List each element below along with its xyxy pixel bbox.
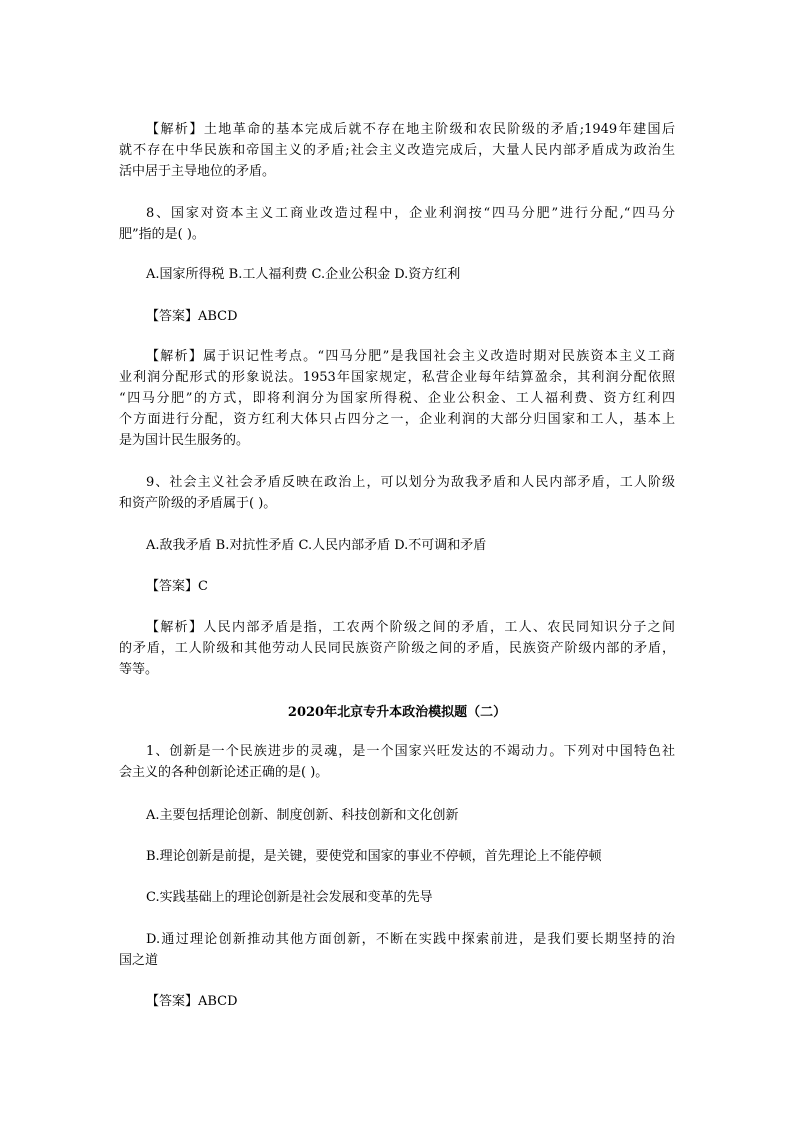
options-line: A.敌我矛盾 B.对抗性矛盾 C.人民内部矛盾 D.不可调和矛盾 xyxy=(146,538,487,553)
question-9 xyxy=(119,472,675,514)
option-d-text: D.通过理论创新推动其他方面创新，不断在实践中探索前进，是我们要长期坚持的治 xyxy=(146,932,675,947)
option-b xyxy=(119,846,675,867)
text-line: 个方面进行分配，资方红利大体只占四分之一，企业利润的大部分归国家和工人，基本上 xyxy=(119,412,675,427)
question-8-analysis xyxy=(119,346,675,451)
option-c-text: C.实践基础上的理论创新是社会发展和变革的先导 xyxy=(146,890,433,905)
options-line: A.国家所得税 B.工人福利费 C.企业公积金 D.资方红利 xyxy=(146,267,461,282)
question-9-analysis xyxy=(119,617,675,680)
question-text-line: 1、创新是一个民族进步的灵魂，是一个国家兴旺发达的不竭动力。下列对中国特色社 xyxy=(146,744,675,759)
question-8 xyxy=(119,203,675,245)
answer-line: 【答案】ABCD xyxy=(146,994,238,1009)
text-line: “四马分肥”的方式，即将利润分为国家所得税、企业公积金、工人福利费、资方红利四 xyxy=(119,391,675,406)
question-text-line: 9、社会主义社会矛盾反映在政治上，可以划分为敌我矛盾和人民内部矛盾，工人阶级 xyxy=(146,475,675,490)
option-d xyxy=(119,929,675,971)
question-9-answer xyxy=(119,576,675,597)
option-b-text: B.理论创新是前提，是关键，要使党和国家的事业不停顿，首先理论上不能停顿 xyxy=(146,849,602,864)
option-c xyxy=(119,887,675,908)
question-1 xyxy=(119,741,675,783)
text-line: 等等。 xyxy=(119,662,159,677)
analysis-paragraph xyxy=(119,119,675,182)
text-line: 就不存在中华民族和帝国主义的矛盾;社会主义改造完成后，大量人民内部矛盾成为政治生 xyxy=(119,143,675,158)
text-line: 的矛盾，工人阶级和其他劳动人民同民族资产阶级之间的矛盾，民族资产阶级内部的矛盾， xyxy=(119,641,675,656)
question-8-options xyxy=(119,264,675,285)
text-line: 【解析】土地革命的基本完成后就不存在地主阶级和农民阶级的矛盾;1949年建国后 xyxy=(146,122,675,137)
text-line: 业利润分配形式的形象说法。1953年国家规定，私营企业每年结算盈余，其利润分配依照 xyxy=(119,370,675,385)
text-line: 【解析】属于识记性考点。“四马分肥”是我国社会主义改造时期对民族资本主义工商 xyxy=(146,349,675,364)
text-line: 是为国计民生服务的。 xyxy=(119,433,250,448)
question-text-line: 和资产阶级的矛盾属于( )。 xyxy=(119,496,277,511)
option-a-text: A.主要包括理论创新、制度创新、科技创新和文化创新 xyxy=(146,808,459,823)
option-d-text: 国之道 xyxy=(119,953,159,968)
option-a xyxy=(119,805,675,826)
question-text-line: 肥”指的是( )。 xyxy=(119,227,205,242)
section-title: 2020年北京专升本政治模拟题（二） xyxy=(287,705,507,720)
question-text-line: 8、国家对资本主义工商业改造过程中，企业利润按“四马分肥”进行分配,“四马分 xyxy=(146,206,675,221)
question-8-answer xyxy=(119,306,675,327)
answer-line: 【答案】ABCD xyxy=(146,309,238,324)
question-1-answer xyxy=(119,991,675,1012)
question-text-line: 会主义的各种创新论述正确的是( )。 xyxy=(119,765,329,780)
text-line: 活中居于主导地位的矛盾。 xyxy=(119,164,276,179)
text-line: 【解析】人民内部矛盾是指，工农两个阶级之间的矛盾，工人、农民同知识分子之间 xyxy=(146,620,675,635)
answer-line: 【答案】C xyxy=(146,579,208,594)
question-9-options xyxy=(119,535,675,556)
